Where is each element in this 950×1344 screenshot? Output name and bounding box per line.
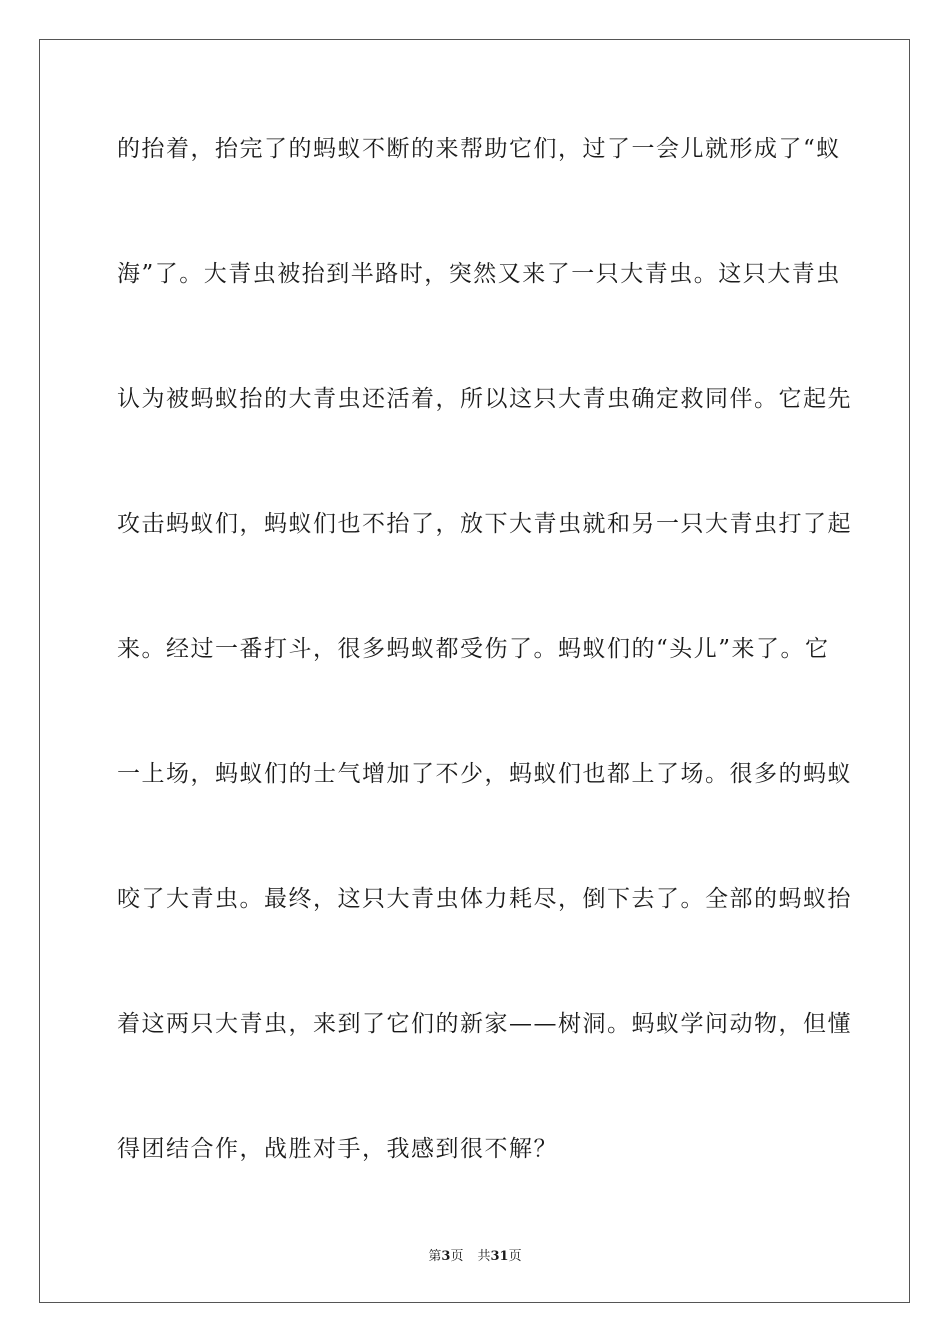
page-prefix: 第 [428, 1249, 442, 1264]
text-line: 认为被蚂蚁抬的大青虫还活着，所以这只大青虫确定救同伴。它起先 [117, 386, 852, 412]
text-line: 一上场，蚂蚁们的士气增加了不少，蚂蚁们也都上了场。很多的蚂蚁 [117, 761, 852, 787]
text-line: 的抬着，抬完了的蚂蚁不断的来帮助它们，过了一会儿就形成了“蚁 [117, 136, 841, 162]
text-line: 咬了大青虫。最终，这只大青虫体力耗尽，倒下去了。全部的蚂蚁抬 [117, 886, 852, 912]
current-page-number: 3 [441, 1249, 451, 1264]
text-line: 着这两只大青虫，来到了它们的新家——树洞。蚂蚁学问动物，但懂 [117, 1011, 852, 1037]
total-pages-number: 31 [490, 1249, 509, 1264]
text-line: 攻击蚂蚁们，蚂蚁们也不抬了，放下大青虫就和另一只大青虫打了起 [117, 511, 852, 537]
text-line: 海”了。大青虫被抬到半路时，突然又来了一只大青虫。这只大青虫 [117, 261, 841, 287]
page-suffix: 页 [450, 1249, 464, 1264]
page-footer [0, 1248, 950, 1266]
body-text [117, 120, 852, 1245]
total-prefix: 共 [477, 1249, 491, 1264]
total-suffix: 页 [508, 1249, 522, 1264]
text-line: 得团结合作，战胜对手，我感到很不解？ [117, 1136, 558, 1162]
text-line: 来。经过一番打斗，很多蚂蚁都受伤了。蚂蚁们的“头儿”来了。它 [117, 636, 830, 662]
